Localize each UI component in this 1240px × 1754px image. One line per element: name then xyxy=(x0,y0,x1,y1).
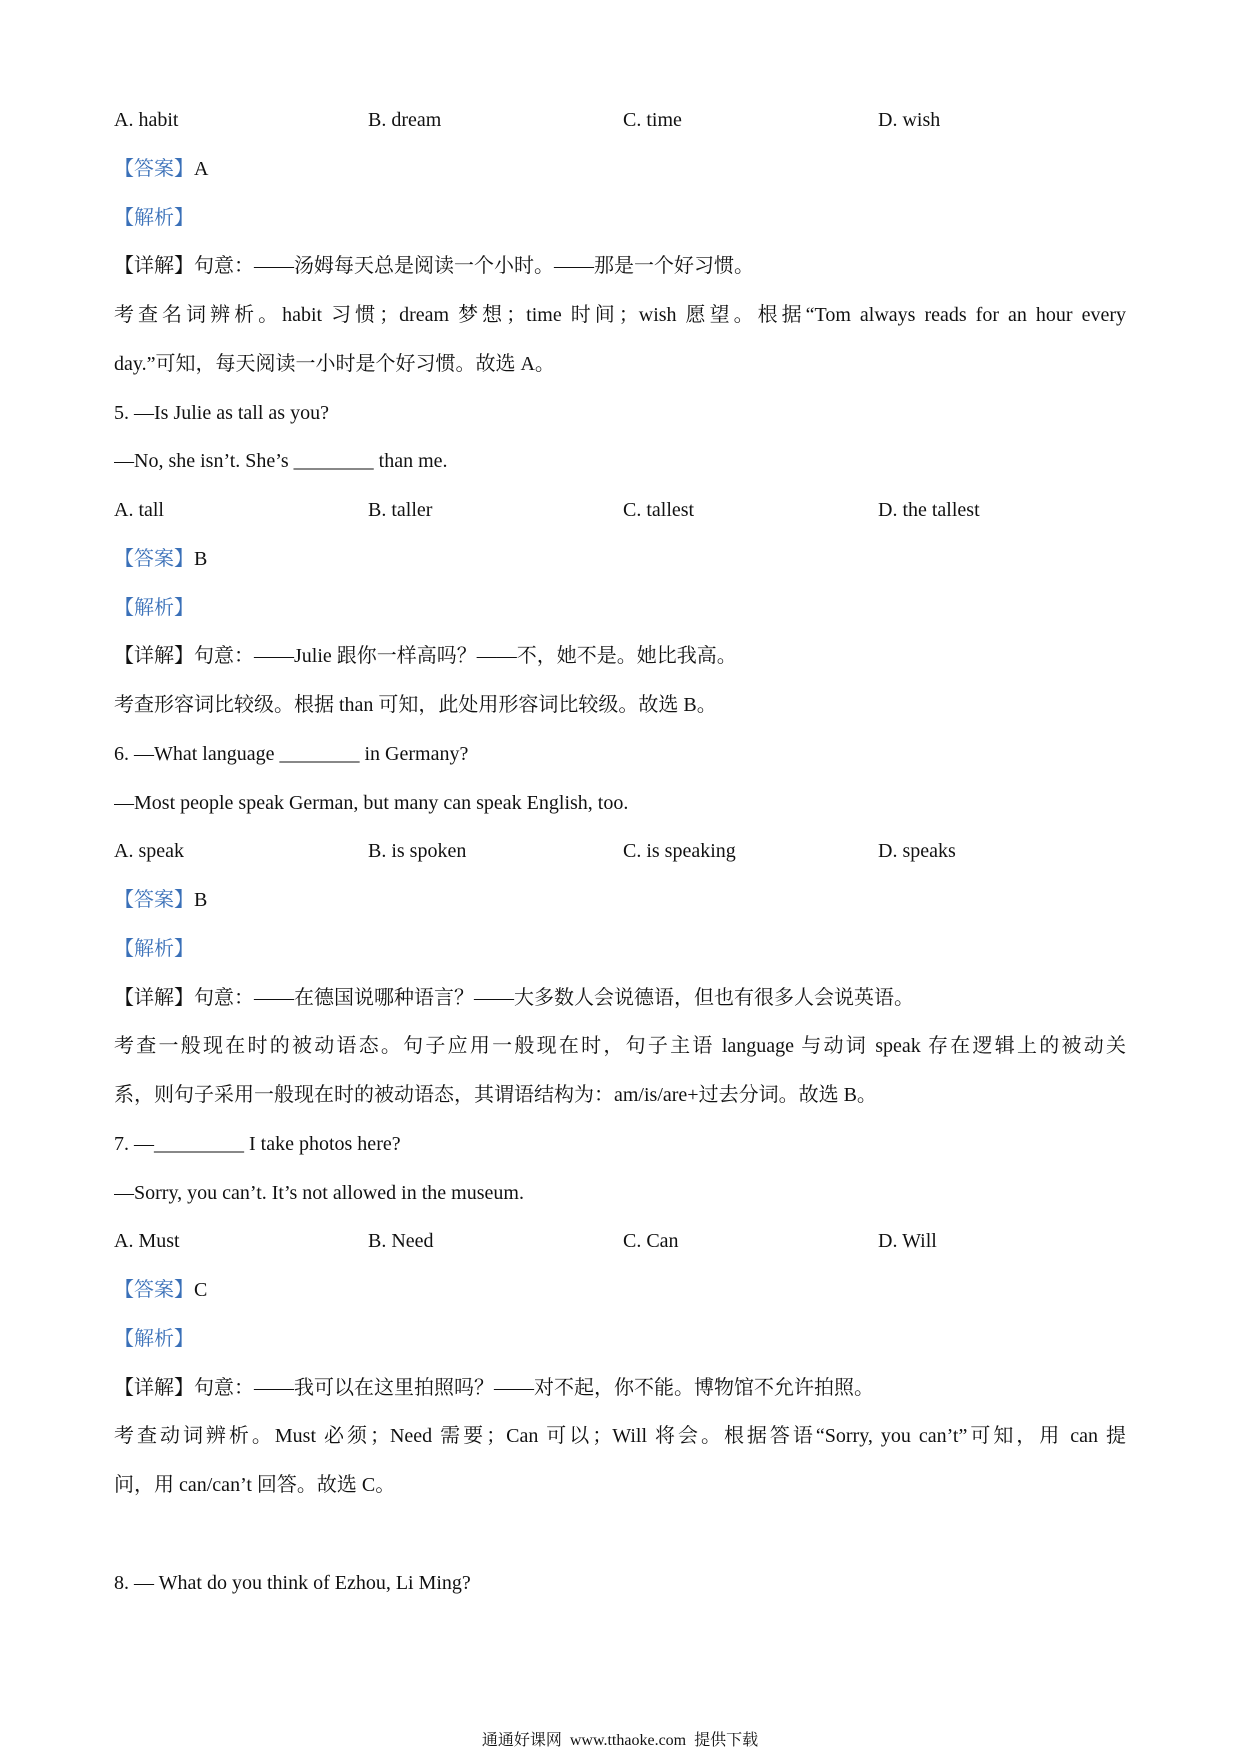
document-body xyxy=(114,96,1126,1607)
q5-explanation-line-1: 考查形容词比较级。根据 than 可知，此处用形容词比较级。故选 B。 xyxy=(114,694,717,716)
q6-option-a: A. speak xyxy=(114,840,184,863)
q5-answer: B xyxy=(194,547,208,570)
detail-label: 【详解】 xyxy=(114,1376,194,1399)
detail-label: 【详解】 xyxy=(114,645,194,668)
q5-option-a: A. tall xyxy=(114,499,164,521)
analysis-label: 【解析】 xyxy=(114,937,194,960)
q5-analysis-line xyxy=(114,584,1126,633)
q4-option-c: C. time xyxy=(623,109,682,131)
q4-option-a: A. habit xyxy=(114,109,179,131)
q6-answer: B xyxy=(194,889,208,911)
paragraph-gap xyxy=(114,1510,1126,1559)
detail-label: 【详解】 xyxy=(114,986,194,1009)
answer-label: 【答案】 xyxy=(114,157,194,180)
q7-detail-line xyxy=(114,1364,1126,1413)
q6-explanation-line-1: 考查一般现在时的被动语态。句子应用一般现在时，句子主语 language 与动词 speak 存在逻辑上的被动关 xyxy=(114,1035,1126,1058)
q6-answer-line xyxy=(114,876,1126,925)
q5-option-b: B. taller xyxy=(368,499,433,521)
q7-answer: C xyxy=(194,1279,208,1301)
q4-explanation-line-2: day.”可知，每天阅读一小时是个好习惯。故选 A。 xyxy=(114,352,555,375)
q4-answer-line xyxy=(114,145,1126,194)
q6-detail: 句意：——在德国说哪种语言？——大多数人会说德语，但也有很多人会说英语。 xyxy=(194,986,914,1009)
q6-option-b: B. is spoken xyxy=(368,840,467,863)
q7-explanation-line-1: 考查动词辨析。Must 必须；Need 需要；Can 可以；Will 将会。根据答语“Sorry, you can’t”可知，用 can 提 xyxy=(114,1425,1126,1448)
analysis-label: 【解析】 xyxy=(114,206,194,229)
q5-detail-line xyxy=(114,632,1126,681)
page-footer: 通通好课网 www.tthaoke.com 提供下载 xyxy=(481,1732,759,1749)
q7-answer-line xyxy=(114,1266,1126,1315)
q4-option-d: D. wish xyxy=(878,109,941,131)
q5-option-c: C. tallest xyxy=(623,499,695,521)
q4-option-b: B. dream xyxy=(368,109,442,131)
q5-answer-line xyxy=(114,535,1126,584)
q6-detail-line xyxy=(114,974,1126,1023)
answer-label: 【答案】 xyxy=(114,547,194,570)
detail-label: 【详解】 xyxy=(114,255,194,278)
q7-explanation-line-2: 问，用 can/can’t 回答。故选 C。 xyxy=(114,1474,396,1496)
analysis-label: 【解析】 xyxy=(114,596,194,619)
q4-detail-line xyxy=(114,242,1126,291)
q7-option-d: D. Will xyxy=(878,1230,937,1253)
q5-option-d: D. the tallest xyxy=(878,499,980,521)
q6-analysis-line xyxy=(114,925,1126,974)
q7-option-c: C. Can xyxy=(623,1230,679,1253)
q5-stem: 5. —Is Julie as tall as you? xyxy=(114,401,329,424)
q4-detail: 句意：——汤姆每天总是阅读一个小时。——那是一个好习惯。 xyxy=(194,255,754,278)
answer-label: 【答案】 xyxy=(114,1279,194,1301)
q6-explanation-line-2: 系，则句子采用一般现在时的被动语态，其谓语结构为：am/is/are+过去分词。故选 B。 xyxy=(114,1084,877,1106)
q7-option-a: A. Must xyxy=(114,1230,180,1253)
analysis-label: 【解析】 xyxy=(114,1327,194,1350)
q5-detail: 句意：——Julie 跟你一样高吗？——不，她不是。她比我高。 xyxy=(194,645,737,668)
q4-analysis-line xyxy=(114,194,1126,243)
q6-options xyxy=(114,827,1126,876)
q6-option-c: C. is speaking xyxy=(623,840,736,863)
q7-options xyxy=(114,1217,1126,1266)
q7-detail: 句意：——我可以在这里拍照吗？——对不起，你不能。博物馆不允许拍照。 xyxy=(194,1376,874,1399)
q7-stem: 7. —_________ I take photos here? xyxy=(114,1132,401,1155)
answer-label: 【答案】 xyxy=(114,889,194,911)
q8-stem: 8. — What do you think of Ezhou, Li Ming? xyxy=(114,1571,471,1594)
q6-option-d: D. speaks xyxy=(878,840,956,863)
q7-reply: —Sorry, you can’t. It’s not allowed in the museum. xyxy=(114,1181,524,1204)
q5-options xyxy=(114,486,1126,535)
q7-option-b: B. Need xyxy=(368,1230,434,1253)
q6-reply: —Most people speak German, but many can speak English, too. xyxy=(114,791,629,814)
q4-answer: A xyxy=(194,157,209,180)
q4-options xyxy=(114,96,1126,145)
q7-analysis-line xyxy=(114,1315,1126,1364)
q4-explanation-line-1: 考查名词辨析。habit 习惯；dream 梦想；time 时间；wish 愿望。根据“Tom always reads for an hour every xyxy=(114,304,1126,326)
q6-stem: 6. —What language ________ in Germany? xyxy=(114,742,469,765)
q5-reply: —No, she isn’t. She’s ________ than me. xyxy=(114,450,448,473)
